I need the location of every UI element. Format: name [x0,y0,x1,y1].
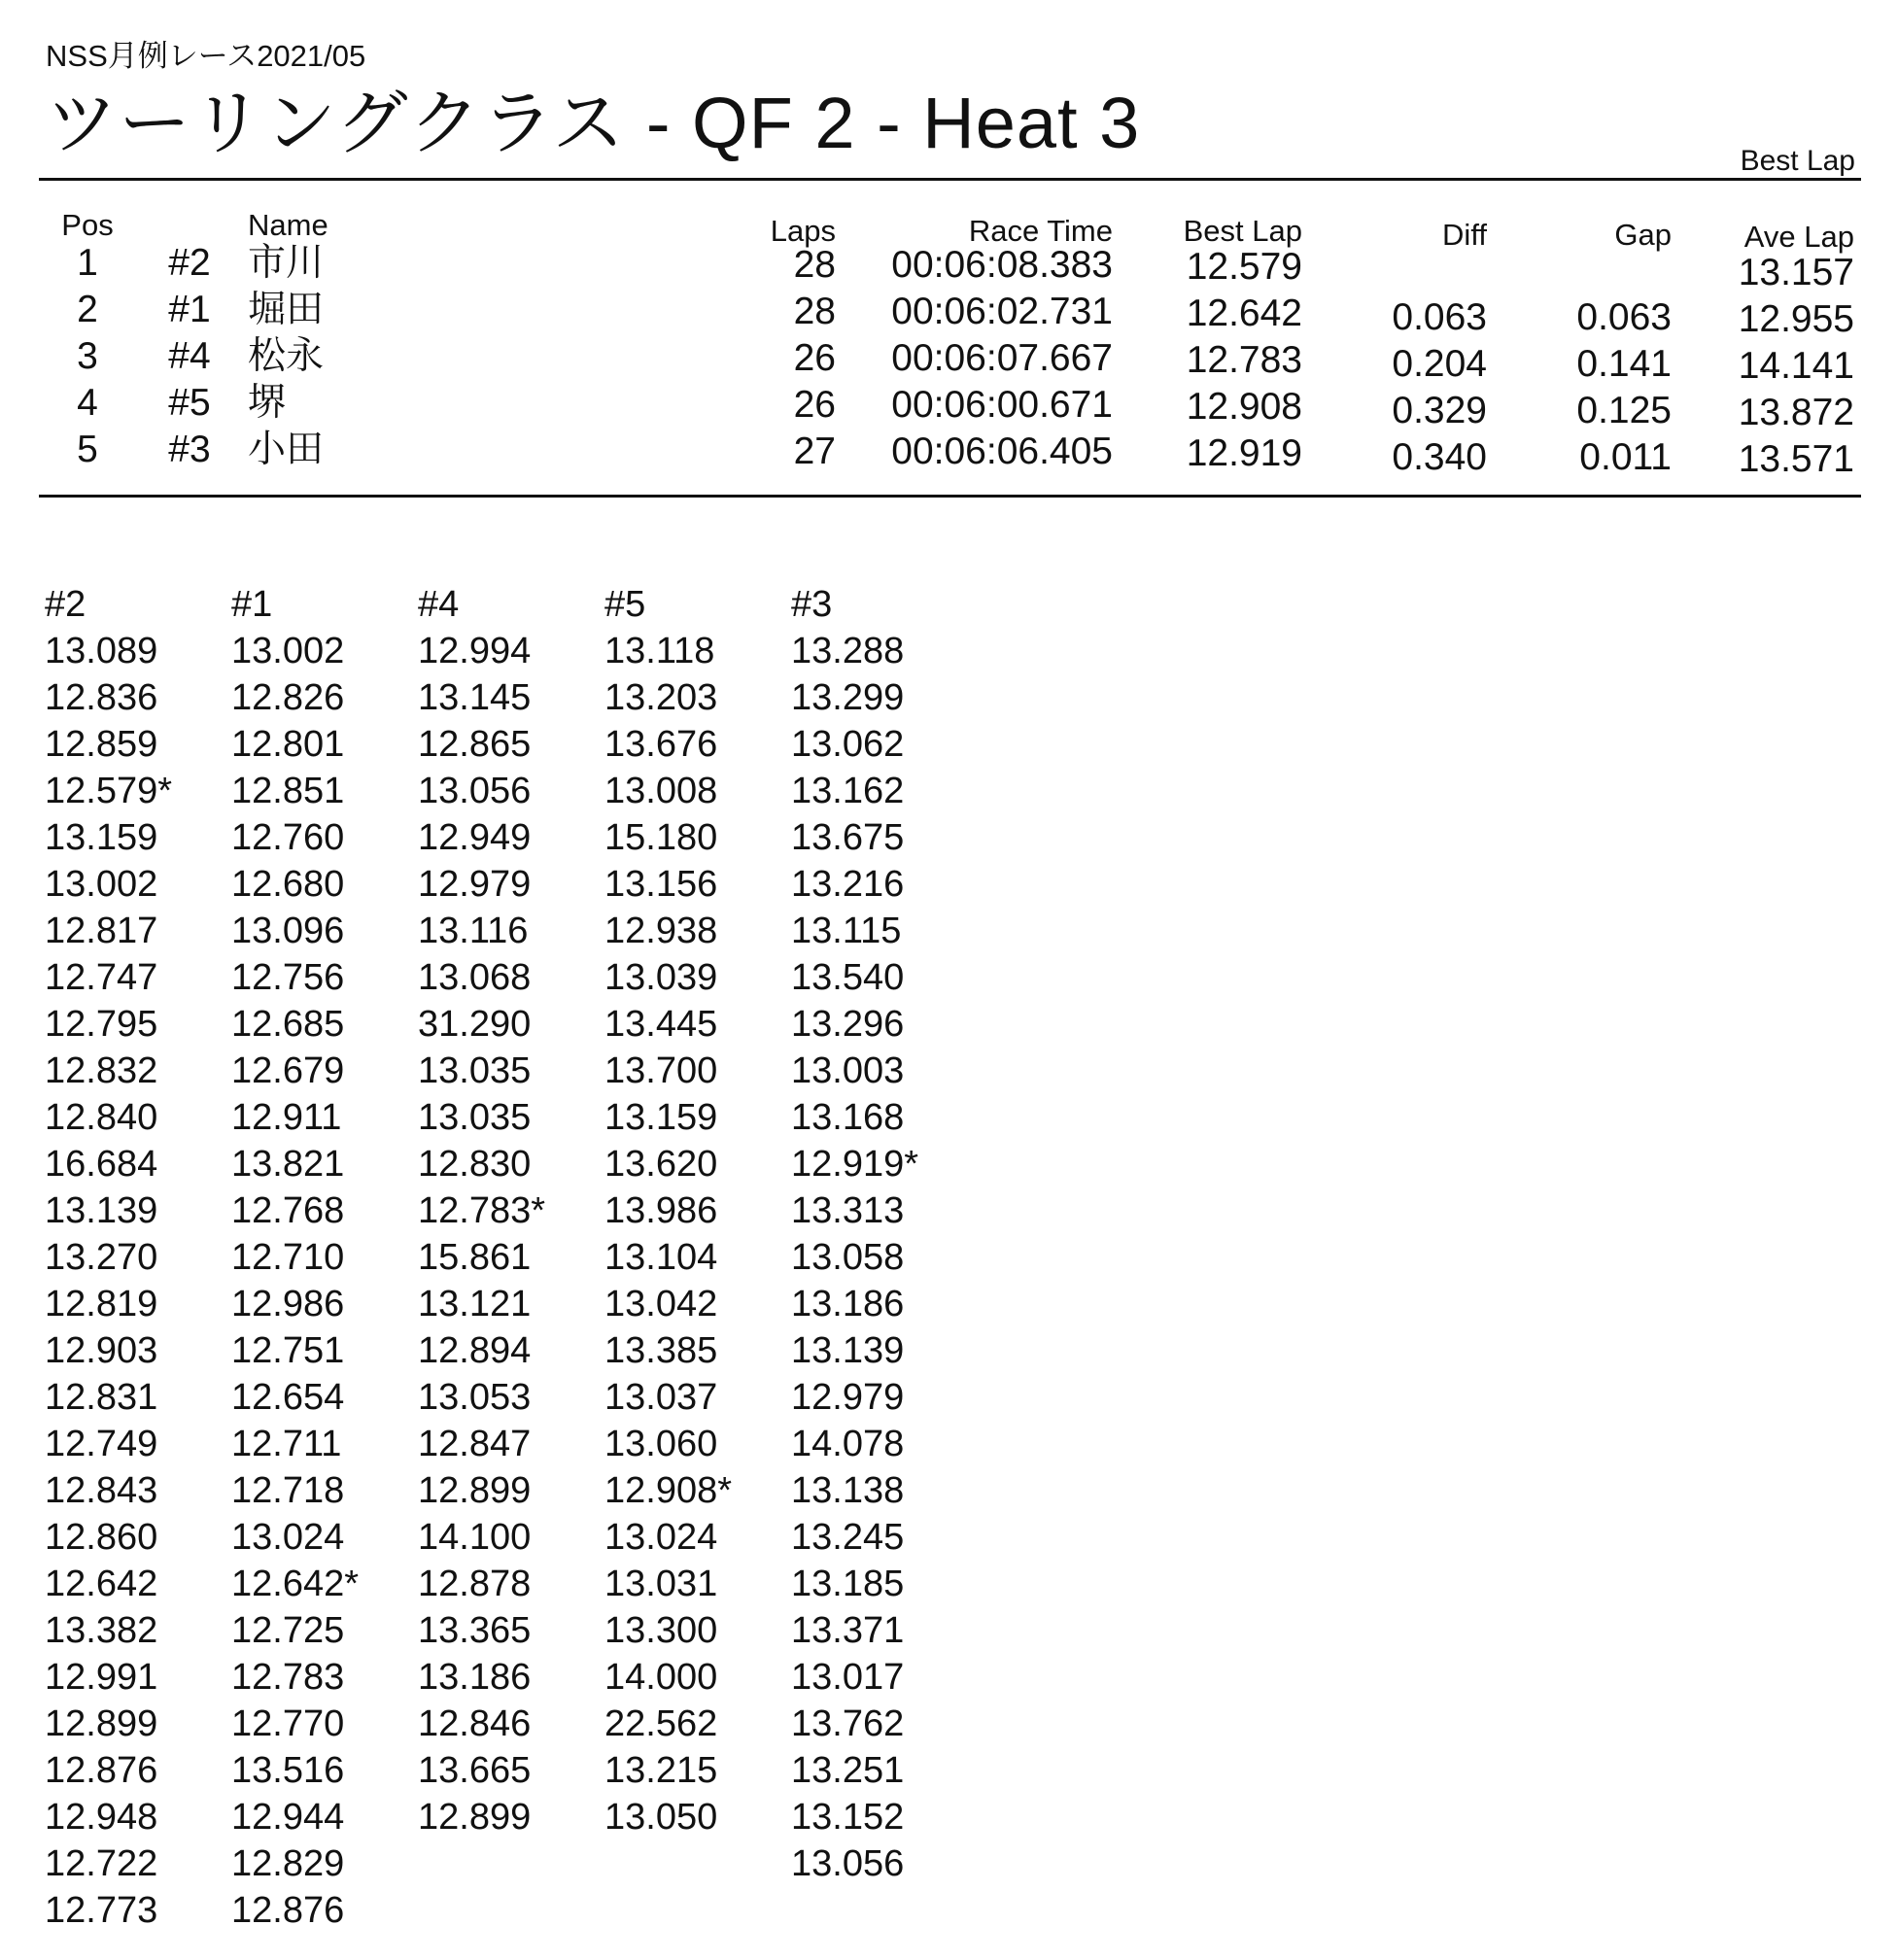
result-diff: 0.204 [1392,343,1487,385]
lap-time: 12.847 [418,1424,532,1464]
lap-time: 12.832 [45,1050,158,1091]
result-gap: 0.011 [1579,436,1672,478]
lap-time: 12.718 [231,1470,345,1511]
lap-time: 13.060 [604,1424,718,1464]
lap-time: 13.159 [45,817,158,858]
lap-time: 12.903 [45,1330,158,1371]
lap-column-header: #1 [231,584,273,625]
result-best-lap: 12.579 [1186,246,1302,288]
result-race-time: 00:06:02.731 [891,291,1113,332]
lap-time: 13.371 [791,1610,905,1651]
lap-time: 12.725 [231,1610,345,1651]
lap-time: 12.859 [45,724,158,765]
lap-time: 13.139 [45,1190,158,1231]
result-pos: 5 [77,429,98,470]
lap-time: 12.876 [45,1750,158,1791]
lap-time: 13.035 [418,1097,532,1138]
lap-time: 13.139 [791,1330,905,1371]
lap-time: 13.152 [791,1797,905,1838]
event-title: NSS月例レース2021/05 [46,39,366,73]
lap-time: 14.078 [791,1424,905,1464]
lap-time: 13.445 [604,1004,718,1045]
lap-time: 13.056 [418,771,532,811]
col-header-name: Name [248,208,328,242]
result-diff: 0.329 [1392,390,1487,431]
lap-time: 13.299 [791,677,905,718]
col-header-race-time: Race Time [968,214,1113,248]
lap-time: 13.186 [791,1284,905,1324]
result-gap: 0.141 [1576,343,1672,385]
lap-column [418,581,593,1840]
lap-time: 13.986 [604,1190,718,1231]
result-diff: 0.340 [1392,436,1487,478]
lap-time: 12.846 [418,1703,532,1744]
lap-time: 14.000 [604,1657,718,1698]
result-best-lap: 12.919 [1186,432,1302,474]
result-laps: 28 [793,244,836,286]
lap-time: 12.642* [231,1564,360,1604]
lap-time: 13.058 [791,1237,905,1278]
lap-column [231,581,406,1934]
lap-time: 12.986 [231,1284,345,1324]
col-header-gap: Gap [1614,218,1672,252]
lap-time: 12.579* [45,771,173,811]
result-diff: 0.063 [1392,296,1487,338]
result-race-time: 00:06:00.671 [891,384,1113,426]
lap-time: 13.251 [791,1750,905,1791]
lap-time: 13.104 [604,1237,718,1278]
lap-time: 12.919* [791,1144,919,1185]
lap-time: 13.382 [45,1610,158,1651]
lap-time: 13.035 [418,1050,532,1091]
result-laps: 27 [793,430,836,472]
lap-time: 12.851 [231,771,345,811]
result-ave-lap: 13.872 [1738,392,1854,433]
lap-time: 13.118 [604,631,715,671]
lap-time: 13.215 [604,1750,718,1791]
col-header-diff: Diff [1442,218,1487,252]
lap-time: 13.089 [45,631,158,671]
lap-time: 13.245 [791,1517,905,1558]
lap-time: 13.115 [791,911,902,951]
col-header-best-lap: Best Lap [1183,214,1302,248]
lap-time: 12.783 [231,1657,345,1698]
lap-time: 12.979 [791,1377,905,1418]
lap-time: 12.826 [231,677,345,718]
lap-time: 12.783* [418,1190,546,1231]
lap-time: 13.042 [604,1284,718,1324]
result-pos: 4 [77,382,98,424]
result-race-time: 00:06:06.405 [891,430,1113,472]
lap-time: 22.562 [604,1703,718,1744]
lap-time: 12.994 [418,631,532,671]
lap-time: 13.050 [604,1797,718,1838]
lap-time: 13.116 [418,911,529,951]
lap-time: 12.908* [604,1470,733,1511]
result-num: #3 [168,429,211,470]
lap-time: 13.216 [791,864,905,905]
sort-label: Best Lap [1740,145,1855,177]
lap-time: 13.288 [791,631,905,671]
lap-time: 13.296 [791,1004,905,1045]
result-laps: 26 [793,384,836,426]
lap-time: 13.821 [231,1144,345,1185]
results-divider [39,495,1861,498]
lap-time: 12.773 [45,1890,158,1931]
lap-time: 13.186 [418,1657,532,1698]
lap-time: 12.860 [45,1517,158,1558]
lap-time: 12.751 [231,1330,345,1371]
result-gap: 0.125 [1576,390,1672,431]
lap-time: 12.749 [45,1424,158,1464]
lap-time: 12.710 [231,1237,345,1278]
result-ave-lap: 13.571 [1738,438,1854,480]
lap-time: 12.642 [45,1564,158,1604]
lap-time: 12.840 [45,1097,158,1138]
lap-time: 13.068 [418,957,532,998]
lap-time: 13.003 [791,1050,905,1091]
lap-time: 12.685 [231,1004,345,1045]
result-num: #5 [168,382,211,424]
result-ave-lap: 12.955 [1738,298,1854,340]
lap-time: 13.270 [45,1237,158,1278]
lap-time: 13.096 [231,911,345,951]
lap-time: 13.516 [231,1750,345,1791]
result-name: 小田 [248,429,325,470]
lap-time: 12.836 [45,677,158,718]
lap-time: 13.168 [791,1097,905,1138]
result-best-lap: 12.783 [1186,339,1302,381]
lap-time: 12.680 [231,864,345,905]
results-table [0,202,1898,490]
lap-time: 16.684 [45,1144,158,1185]
result-name: 松永 [248,335,325,377]
lap-time: 13.300 [604,1610,718,1651]
lap-time: 13.162 [791,771,905,811]
lap-time: 12.949 [418,817,532,858]
lap-time: 13.024 [604,1517,718,1558]
lap-time: 13.365 [418,1610,532,1651]
result-best-lap: 12.642 [1186,292,1302,334]
lap-time: 13.002 [231,631,345,671]
lap-time: 13.665 [418,1750,532,1791]
lap-time: 12.938 [604,911,718,951]
lap-time: 13.008 [604,771,718,811]
lap-time: 12.795 [45,1004,158,1045]
lap-time: 12.760 [231,817,345,858]
lap-time: 12.722 [45,1843,158,1884]
lap-time: 12.711 [231,1424,342,1464]
lap-time: 13.024 [231,1517,345,1558]
lap-time: 12.654 [231,1377,345,1418]
lap-time: 13.540 [791,957,905,998]
result-pos: 1 [77,242,98,284]
col-header-laps: Laps [770,214,836,248]
result-race-time: 00:06:08.383 [891,244,1113,286]
lap-time: 15.180 [604,817,718,858]
lap-time: 12.801 [231,724,345,765]
lap-time: 12.944 [231,1797,345,1838]
lap-time: 13.762 [791,1703,905,1744]
lap-time: 12.756 [231,957,345,998]
lap-time: 12.843 [45,1470,158,1511]
lap-time: 14.100 [418,1517,532,1558]
lap-time: 13.062 [791,724,905,765]
lap-time: 12.878 [418,1564,532,1604]
lap-time: 13.037 [604,1377,718,1418]
lap-time: 13.031 [604,1564,718,1604]
lap-column [791,581,966,1887]
result-pos: 2 [77,289,98,330]
lap-time: 12.899 [418,1797,532,1838]
header-divider [39,178,1861,181]
result-ave-lap: 14.141 [1738,345,1854,387]
lap-time: 13.121 [418,1284,532,1324]
lap-time: 12.979 [418,864,532,905]
lap-time: 13.203 [604,677,718,718]
lap-time: 15.861 [418,1237,532,1278]
lap-time: 13.676 [604,724,718,765]
lap-column-header: #2 [45,584,86,625]
lap-time: 12.948 [45,1797,158,1838]
result-name: 市川 [248,242,325,284]
lap-time: 12.747 [45,957,158,998]
lap-column-header: #3 [791,584,833,625]
lap-time: 12.899 [45,1703,158,1744]
lap-time: 12.830 [418,1144,532,1185]
lap-time: 12.770 [231,1703,345,1744]
lap-time: 12.817 [45,911,158,951]
lap-time: 12.829 [231,1843,345,1884]
lap-time: 12.876 [231,1890,345,1931]
lap-time: 13.620 [604,1144,718,1185]
lap-time: 13.056 [791,1843,905,1884]
result-ave-lap: 13.157 [1738,252,1854,293]
lap-time: 13.145 [418,677,532,718]
lap-time: 13.159 [604,1097,718,1138]
lap-time: 13.185 [791,1564,905,1604]
result-laps: 26 [793,337,836,379]
lap-time: 12.894 [418,1330,532,1371]
lap-time: 13.138 [791,1470,905,1511]
result-best-lap: 12.908 [1186,386,1302,428]
page-title: ツーリングクラス - QF 2 - Heat 3 [46,83,1141,163]
lap-time: 12.899 [418,1470,532,1511]
lap-time: 13.700 [604,1050,718,1091]
lap-time: 12.831 [45,1377,158,1418]
lap-column [604,581,779,1840]
col-header-ave-lap: Ave Lap [1743,220,1854,254]
result-name: 堺 [248,382,287,424]
result-num: #2 [168,242,211,284]
lap-time: 12.679 [231,1050,345,1091]
lap-time: 13.039 [604,957,718,998]
lap-time: 12.768 [231,1190,345,1231]
result-num: #1 [168,289,211,330]
result-name: 堀田 [248,289,325,330]
result-pos: 3 [77,335,98,377]
result-race-time: 00:06:07.667 [891,337,1113,379]
lap-time: 13.385 [604,1330,718,1371]
lap-time: 13.313 [791,1190,905,1231]
lap-time: 12.911 [231,1097,342,1138]
col-header-pos: Pos [61,208,114,242]
lap-time: 13.156 [604,864,718,905]
lap-time: 13.053 [418,1377,532,1418]
lap-time: 13.017 [791,1657,905,1698]
lap-column-header: #4 [418,584,460,625]
result-gap: 0.063 [1576,296,1672,338]
lap-time: 13.675 [791,817,905,858]
lap-time: 12.991 [45,1657,158,1698]
result-laps: 28 [793,291,836,332]
lap-time: 31.290 [418,1004,532,1045]
lap-time: 12.865 [418,724,532,765]
lap-column-header: #5 [604,584,646,625]
lap-time: 13.002 [45,864,158,905]
lap-column [45,581,220,1934]
lap-time: 12.819 [45,1284,158,1324]
result-num: #4 [168,335,211,377]
